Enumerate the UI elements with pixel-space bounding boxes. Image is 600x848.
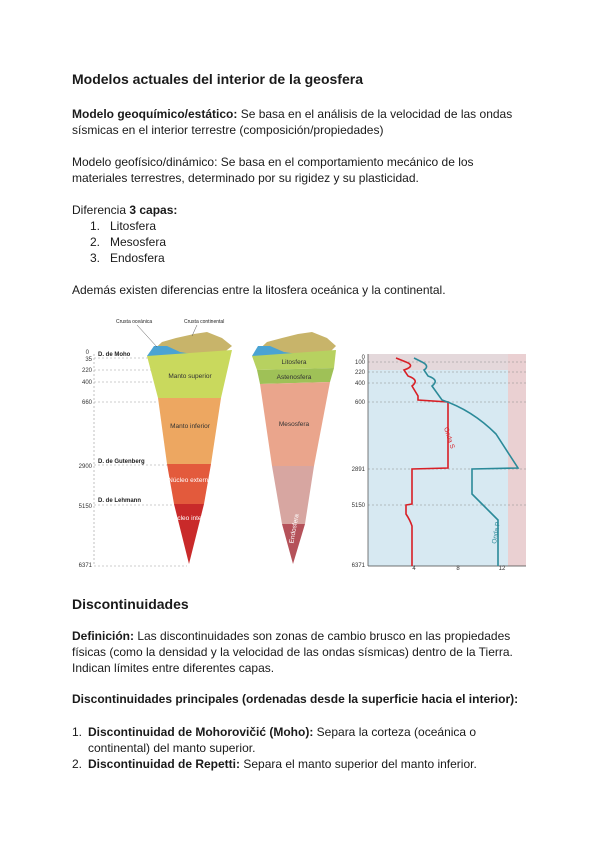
layer-label: Endosfera xyxy=(288,513,301,544)
geochemical-model-paragraph xyxy=(72,106,532,138)
definition-paragraph xyxy=(72,628,532,676)
list-item xyxy=(90,234,390,250)
geochemical-model-text: Se basa en el análisis de la velocidad de las ondas sísmicas en el interior terrestre (composición/propiedades) xyxy=(72,107,513,137)
list-item-label: Discontinuidad de Mohorovičić (Moho): xyxy=(88,725,314,739)
gutenberg-label: D. de Gutenberg xyxy=(98,459,145,465)
main-discontinuities-title xyxy=(72,691,532,707)
list-number: 3. xyxy=(90,251,101,265)
graph-depth-label: 100 xyxy=(354,360,365,366)
layers-intro xyxy=(72,202,532,218)
graph-depth-label: 6371 xyxy=(351,563,365,569)
depth-label: 5150 xyxy=(78,504,92,510)
depth-label: 6371 xyxy=(78,563,92,569)
lithosphere-note: Además existen diferencias entre la litosfera oceánica y la continental. xyxy=(72,283,446,297)
list-number: 2. xyxy=(72,757,83,771)
definition-label: Definición: xyxy=(72,629,134,643)
graph-depth-label: 220 xyxy=(354,370,365,376)
page-title: Modelos actuales del interior de la geosfera xyxy=(72,71,363,87)
graph-background xyxy=(368,354,526,566)
depth-label: 0 xyxy=(85,350,89,356)
p-wave-label: Onda P xyxy=(491,521,502,545)
list-item-label: Litosfera xyxy=(110,219,157,233)
list-number: 1. xyxy=(72,725,83,739)
graph-depth-label: 400 xyxy=(354,381,365,387)
list-item-text: Separa la corteza (oceánica o continental) del manto superior. xyxy=(88,725,477,755)
list-item-label: Mesosfera xyxy=(110,235,167,249)
layers-intro-bold: 3 capas: xyxy=(129,203,178,217)
earth-layers-svg xyxy=(72,314,528,570)
depth-label: 660 xyxy=(81,400,92,406)
list-item xyxy=(72,724,532,756)
layers-list xyxy=(90,218,390,266)
graph-depth-label: 2891 xyxy=(351,467,365,473)
depth-label: 2900 xyxy=(78,464,92,470)
graph-right-band xyxy=(508,354,526,566)
oceanic-crust-label: Crusta oceánica xyxy=(116,319,153,325)
layer-label: Astenosfera xyxy=(276,374,312,381)
graph-depth-label: 600 xyxy=(354,400,365,406)
layer-label: Núcleo interno xyxy=(169,515,211,522)
list-number: 2. xyxy=(90,235,101,249)
layer-label: Manto superior xyxy=(168,373,212,380)
main-discontinuities-list xyxy=(72,724,532,772)
depth-label: 220 xyxy=(81,368,92,374)
list-item-label: Discontinuidad de Repetti: xyxy=(88,757,241,771)
definition-text: Las discontinuidades son zonas de cambio brusco en las propiedades físicas (como la densidad y la velocidad de las ondas sísmicas) dentro de la Tierra. Indican límites entre diferentes capas. xyxy=(72,629,513,675)
list-number: 1. xyxy=(90,219,101,233)
geochemical-model-label: Modelo geoquímico/estático: xyxy=(72,107,238,121)
list-item xyxy=(90,250,390,266)
main-discontinuities-title-text: Discontinuidades principales (ordenadas desde la superficie hacia el interior): xyxy=(72,692,519,706)
velocity-graph xyxy=(352,354,526,570)
list-item-text: Separa el manto superior del manto inferior. xyxy=(240,757,477,771)
outer-core-shape xyxy=(167,464,211,504)
depth-label: 35 xyxy=(85,357,92,363)
list-item xyxy=(72,756,532,772)
layer-label: Mesosfera xyxy=(278,421,310,428)
list-item xyxy=(90,218,390,234)
moho-label: D. de Moho xyxy=(98,352,131,358)
graph-top-band xyxy=(368,354,526,370)
layers-intro-text: Diferencia xyxy=(72,203,130,217)
x-tick: 12 xyxy=(498,566,506,570)
discontinuities-heading: Discontinuidades xyxy=(72,596,189,612)
lower-mantle-shape xyxy=(158,398,221,464)
earth-layers-figure xyxy=(72,314,528,570)
x-tick: 4 xyxy=(412,566,416,570)
layer-label: Litosfera xyxy=(281,359,307,366)
graph-depth-label: 5150 xyxy=(351,503,365,509)
depth-label: 400 xyxy=(81,380,92,386)
layer-label: Manto inferior xyxy=(170,423,210,430)
list-item-label: Endosfera xyxy=(110,251,165,265)
s-wave-label: Onda S xyxy=(442,426,456,450)
lehmann-label: D. de Lehmann xyxy=(98,498,142,504)
x-tick: 8 xyxy=(456,566,460,570)
graph-depth-label: 0 xyxy=(361,355,365,361)
layer-label: Núcleo externo xyxy=(168,477,212,484)
continental-crust-label: Crusta continental xyxy=(184,319,225,325)
geophysical-model-paragraph: Modelo geofísico/dinámico: Se basa en el comportamiento mecánico de los materiales terrestres, determinado por su rigidez y su plasticidad. xyxy=(72,155,474,185)
